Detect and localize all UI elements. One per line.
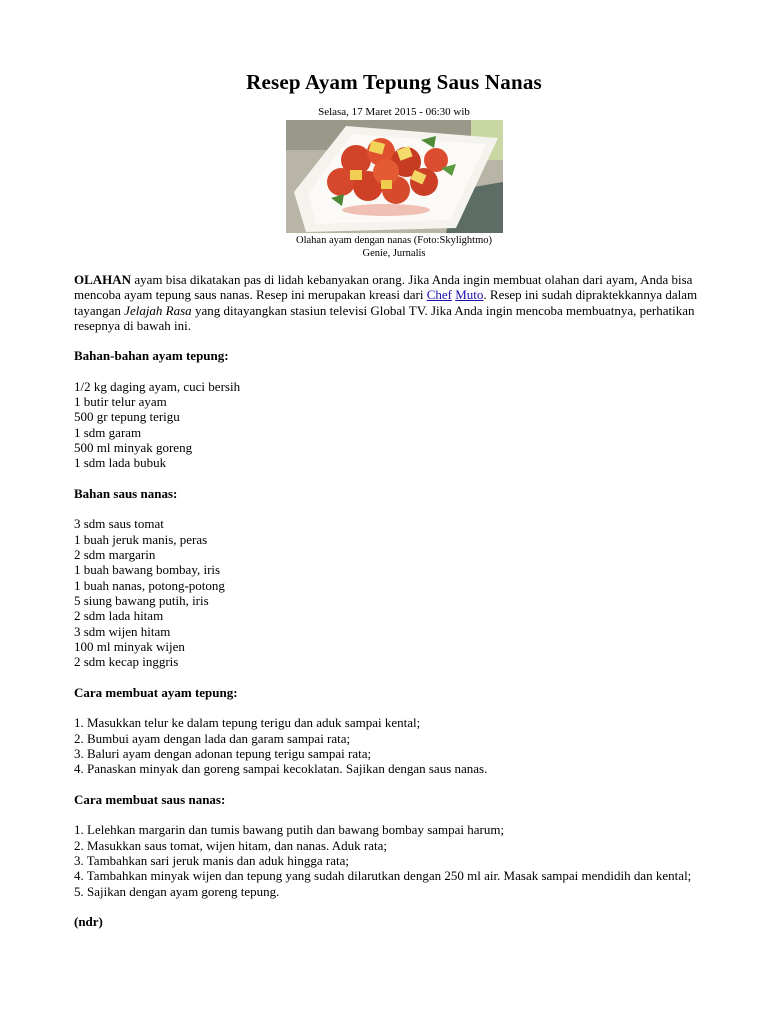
step-item: 4. Tambahkan minyak wijen dan tepung yang sudah dilarutkan dengan 250 ml air. Masak sampai mendidih dan kental;	[74, 868, 692, 884]
list-item: 2 sdm lada hitam	[74, 608, 164, 624]
page-title: Resep Ayam Tepung Saus Nanas	[246, 70, 542, 94]
list-item: 1/2 kg daging ayam, cuci bersih	[74, 378, 241, 394]
author-initials: (ndr)	[74, 914, 103, 930]
chef-link[interactable]: Chef	[426, 287, 452, 303]
article-body	[74, 272, 714, 929]
intro-text-3: yang ditayangkan stasiun televisi Global TV. Jika Anda ingin mencoba membuatnya, perhatikan resepnya di bawah ini.	[74, 302, 695, 333]
step-item: 5. Sajikan dengan ayam goreng tepung.	[74, 883, 280, 899]
list-item: 1 buah nanas, potong-potong	[74, 577, 225, 593]
intro-text-1: ayam bisa dikatakan pas di lidah kebanyakan orang. Jika Anda ingin membuat olahan dari ayam, Anda bisa mencoba ayam tepung saus nanas. Resep ini merupakan kreasi dari	[74, 272, 693, 303]
intro-lead: OLAHAN	[74, 272, 132, 287]
muto-link[interactable]: Muto	[455, 287, 484, 303]
list-item: 1 buah jeruk manis, peras	[74, 531, 208, 547]
intro-paragraph	[74, 272, 714, 333]
list-item: 500 gr tepung terigu	[74, 409, 180, 425]
sauce-method-heading: Cara membuat saus nanas:	[74, 791, 226, 807]
step-item: 3. Tambahkan sari jeruk manis dan aduk hingga rata;	[74, 852, 350, 868]
list-item: 1 buah bawang bombay, iris	[74, 562, 221, 578]
list-item: 1 sdm lada bubuk	[74, 455, 167, 471]
sauce-method-list	[74, 822, 714, 898]
list-item: 100 ml minyak wijen	[74, 638, 185, 654]
sauce-ingredients-heading: Bahan saus nanas:	[74, 485, 178, 501]
photo-caption	[74, 234, 714, 260]
chicken-ingredients-list	[74, 379, 714, 471]
chicken-ingredients-heading: Bahan-bahan ayam tepung:	[74, 348, 229, 364]
step-item: 2. Bumbui ayam dengan lada dan garam sampai rata;	[74, 730, 351, 746]
chicken-method-list	[74, 715, 714, 776]
list-item: 5 siung bawang putih, iris	[74, 592, 209, 608]
dish-photo	[286, 120, 503, 233]
photo-caption-line1: Olahan ayam dengan nanas (Foto:Skylightmo)	[296, 235, 492, 246]
list-item: 1 butir telur ayam	[74, 394, 167, 410]
list-item: 2 sdm margarin	[74, 547, 156, 563]
step-item: 1. Masukkan telur ke dalam tepung terigu dan aduk sampai kental;	[74, 715, 421, 731]
chicken-method-heading: Cara membuat ayam tepung:	[74, 684, 238, 700]
show-name: Jelajah Rasa	[124, 302, 192, 318]
step-item: 2. Masukkan saus tomat, wijen hitam, dan nanas. Aduk rata;	[74, 837, 388, 853]
list-item: 3 sdm saus tomat	[74, 516, 164, 532]
step-item: 3. Baluri ayam dengan adonan tepung terigu sampai rata;	[74, 745, 372, 761]
intro-text-2: . Resep ini sudah dipraktekkannya dalam tayangan	[74, 287, 698, 318]
list-item: 500 ml minyak goreng	[74, 439, 193, 455]
list-item: 2 sdm kecap inggris	[74, 654, 179, 670]
list-item: 1 sdm garam	[74, 424, 142, 440]
dish-photo-image	[286, 120, 503, 233]
publish-date: Selasa, 17 Maret 2015 - 06:30 wib	[318, 106, 470, 118]
step-item: 1. Lelehkan margarin dan tumis bawang putih dan bawang bombay sampai harum;	[74, 822, 505, 838]
photo-caption-line2: Genie, Jurnalis	[362, 248, 426, 259]
step-item: 4. Panaskan minyak dan goreng sampai kecoklatan. Sajikan dengan saus nanas.	[74, 761, 488, 777]
sauce-ingredients-list	[74, 516, 714, 669]
list-item: 3 sdm wijen hitam	[74, 623, 171, 639]
